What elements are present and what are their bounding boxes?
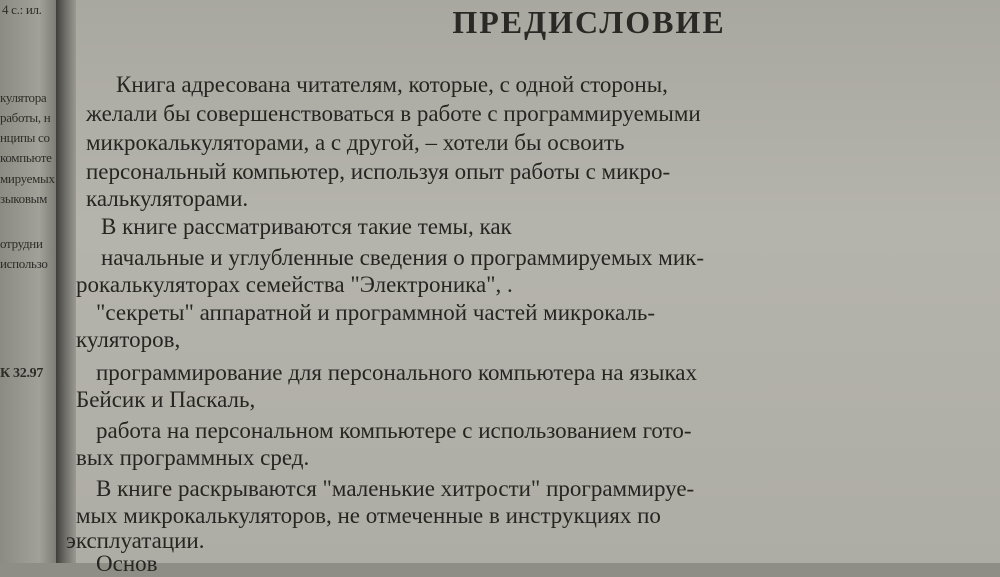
text-line: эксплуатации. (66, 528, 205, 553)
text-line: В книге рассматриваются такие темы, как (101, 214, 512, 239)
left-fragment: зыковым (0, 191, 48, 206)
text-line: желали бы совершенствоваться в работе с программируемыми (86, 101, 701, 126)
book-page (66, 0, 1000, 576)
left-fragment: мируемых (0, 171, 55, 186)
text-line: мых микрокалькуляторов, не отмеченные в инструкциях по (76, 503, 661, 528)
text-line: вых программных сред. (76, 445, 310, 470)
left-fragment: использо (0, 256, 48, 271)
left-fragment: работы, н (0, 110, 51, 125)
left-fragment: нципы со (0, 130, 50, 145)
left-fragment: К 32.97 (0, 366, 44, 381)
left-fragment: кулятора (0, 90, 47, 105)
book-gutter (56, 0, 76, 563)
text-line: В книге раскрываются "маленькие хитрости" программируе- (96, 476, 695, 501)
text-line: микрокалькуляторами, а с другой, – хотели бы освоить (86, 130, 625, 155)
text-line: куляторов, (76, 327, 181, 352)
text-line: "секреты" аппаратной и программной частей микрокаль- (96, 300, 656, 325)
text-line: Основ (96, 551, 158, 576)
text-line: персональный компьютер, используя опыт работы с микро- (86, 159, 671, 184)
previous-page (0, 0, 56, 563)
text-line: рокалькуляторах семейства "Электроника", . (76, 272, 513, 297)
left-fragment: компьюте (0, 150, 52, 165)
text-line: калькуляторами. (86, 186, 249, 211)
left-fragment: отрудни (0, 236, 43, 251)
left-fragment: 4 с.: ил. (2, 2, 42, 17)
text-line: Книга адресована читателям, которые, с одной стороны, (116, 72, 668, 97)
text-line: Бейсик и Паскаль, (76, 387, 256, 412)
text-line: работа на персональном компьютере с использованием гото- (96, 418, 692, 443)
text-line: программирование для персонального компьютера на языках (96, 360, 697, 385)
page-heading: ПРЕДИСЛОВИЕ (452, 4, 726, 40)
text-line: начальные и углубленные сведения о программируемых мик- (101, 245, 704, 270)
